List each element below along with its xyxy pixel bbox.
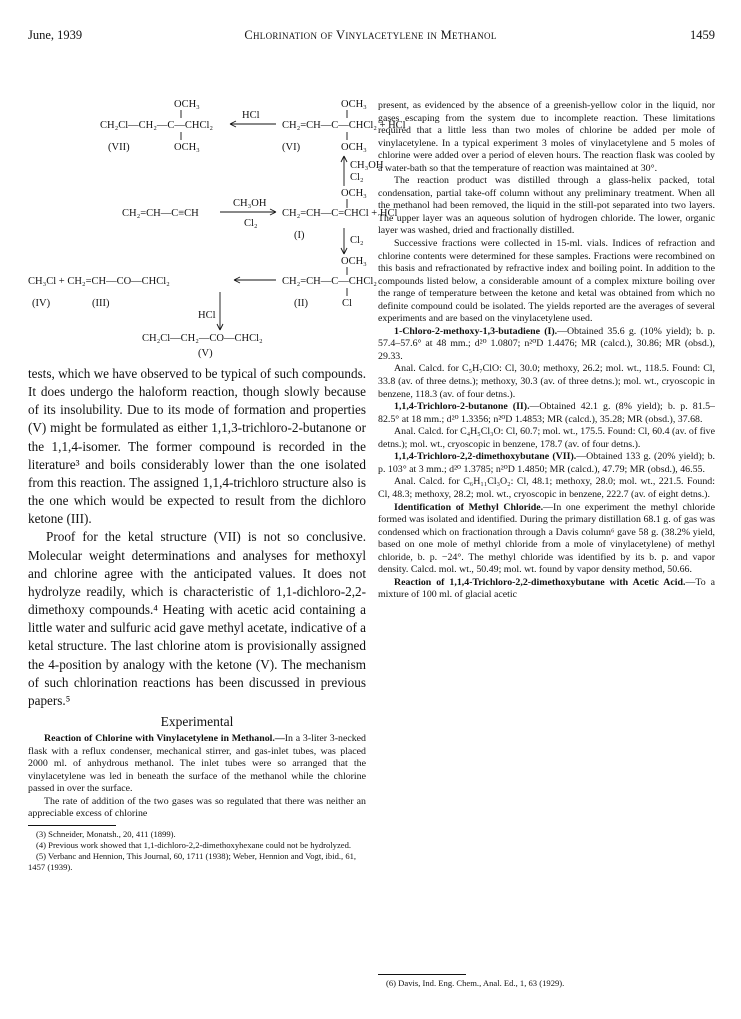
footnote-rule-right — [378, 974, 466, 975]
compound-3-entry — [378, 451, 715, 476]
experimental-run-head: Reaction of Chlorine with Vinylacetylene in Methanol.— — [44, 732, 285, 744]
compound-1-analysis: Anal. Calcd. for C₅H₇ClO: Cl, 30.0; methoxy, 26.2; mol. wt., 118.5. Found: Cl, 33.8 (av. of three detns.); methoxy, 30.3 (av. of three detns.); mol. wt., cryoscopic in benzene, 118.3 (av. of four detns.). — [378, 363, 715, 400]
acetic-acid-body: —To a mixture of 100 ml. of glacial acetic — [378, 576, 715, 601]
compound-vii: CH₂Cl—CH₂—C—CHCl₂ — [100, 120, 214, 131]
running-header-date: June, 1939 — [28, 28, 83, 42]
right-para-3: Successive fractions were collected in 15-ml. vials. Indices of refraction and chlorine contents were determined for these samples. Fractions were recombined on this basis and refractionated by refractive index and boiling point. In addition to the compounds listed below, a considerable amount of a complex mixture boiling over the range of temperature between the ketone and ketal was obtained from which no definite compound could be isolated. The yields reported are the averages of several experiments and are based on the vinylacetylene used. — [378, 238, 715, 325]
iv-label: (IV) — [32, 298, 51, 309]
running-header-title: Chlorination of Vinylacetylene in Methanol — [244, 28, 497, 42]
experimental-heading: Experimental — [160, 713, 234, 729]
vii-label: (VII) — [108, 142, 130, 153]
right-para-1: present, as evidenced by the absence of a greenish-yellow color in the liquid, nor gases escaping from the system due to incomplete reaction. These limitations required that a little less than two moles of chlorine be added per mole of vinylacetylene. In a typical experiment 3 moles of vinylacetylene and 5 moles of chlorine were added over a period of eleven hours. The reaction flask was cooled by a water-bath so that the temperature of reaction was maintained at 30°. — [378, 100, 715, 174]
down-arrow-reagent: Cl₂ — [350, 235, 364, 246]
products-iv-iii: CH₃Cl + CH₂=CH—CO—CHCl₂ — [28, 276, 170, 287]
experimental-para-1 — [28, 733, 366, 796]
compound-2-body: —Obtained 42.1 g. (8% yield); b. p. 81.5–82.5° at 18 mm.; d²⁰ 1.3356; n²⁰D 1.4853; MR (calcd.), 35.28; MR (obsd.), 37.68. — [378, 401, 715, 425]
row2-reagent-bottom: Cl₂ — [244, 218, 258, 229]
compound-3-head: 1,1,4-Trichloro-2,2-dimethoxybutane (VII). — [394, 451, 577, 463]
compound-2-entry — [378, 401, 715, 426]
compound-i: CH₂=CH—C=CHCl + HCl — [282, 208, 398, 219]
vii-bottom-substituent: OCH₃ — [174, 142, 200, 153]
compound-1-head: 1-Chloro-2-methoxy-1,3-butadiene (I). — [394, 325, 558, 337]
vinylacetylene: CH₂=CH—C≡CH — [122, 208, 199, 219]
compound-v: CH₂Cl—CH₂—CO—CHCl₂ — [142, 333, 263, 344]
compound-3-analysis: Anal. Calcd. for C₆H₁₁Cl₃O₂: Cl, 48.1; methoxy, 28.0; mol. wt., 221.5. Found: Cl, 48.3; methoxy, 28.2; mol. wt., cryoscopic in benzene, 222.7 (av. of eight detns.). — [378, 476, 715, 500]
up-arrow-reagent-1: CH₃OH — [350, 160, 384, 171]
identification-entry — [378, 502, 715, 577]
up-arrow-reagent-2: Cl₂ — [350, 172, 364, 183]
vi-label: (VI) — [282, 142, 301, 153]
right-para-2: The reaction product was distilled through a glass-helix packed, total condensation, partial take-off column without any preliminary treatment. When all the methanol had been removed, the liquid in the still-pot separated into two layers. The upper layer was an aqueous solution of hydrogen chloride. The lower, organic layer was washed, dried and fractionally distilled. — [378, 175, 715, 237]
hcl-down-reagent: HCl — [198, 310, 216, 321]
footnote-3: (3) Schneider, Monatsh., 20, 411 (1899). — [36, 828, 176, 839]
vii-top-substituent: OCH₃ — [174, 99, 200, 110]
footnote-6: (6) Davis, Ind. Eng. Chem., Anal. Ed., 1, 63 (1929). — [386, 978, 565, 988]
i-label: (I) — [294, 230, 305, 241]
compound-vi: CH₂=CH—C—CHCl₂ + HCl — [282, 120, 406, 131]
acetic-acid-head: Reaction of 1,1,4-Trichloro-2,2-dimethoxybutane with Acetic Acid. — [394, 576, 686, 588]
left-para-2: Proof for the ketal structure (VII) is not so conclusive. Molecular weight determinations and analyses for methoxyl and chlorine agree with the anticipated values. It does not hydrolyze readily, which is characteristic of 1,1-dichloro-2,2-dimethoxy compounds.⁴ Heating with acetic acid containing a little water and sulfuric acid gave methyl acetate, indicative of a ketal structure. The last chlorine atom is provisionally assigned the 4-position by analogy with the ketone (V). The mechanism of such chlorination reactions has been discussed in previous papers.⁵ — [28, 529, 366, 708]
left-para-1: tests, which we have observed to be typical of such compounds. It does undergo the haloform reaction, though slowly because of its insolubility. Due to its mode of formation and properties (V) might be formulated as either 1,1,3-trichloro-2-butanone or the 1,1,4-isomer. The former compound is recorded in the literature³ and boils considerably lower than the one isolated from this reaction. The assigned 1,1,4-trichloro structure also is the one which would be expected to result from the dichloro ketone (III). — [28, 366, 366, 527]
right-column — [378, 100, 715, 602]
page-number: 1459 — [690, 28, 715, 42]
vi-top-substituent: OCH₃ — [341, 99, 367, 110]
compound-2-head: 1,1,4-Trichloro-2-butanone (II). — [394, 401, 530, 413]
vi-bottom-substituent: OCH₃ — [341, 142, 367, 153]
experimental-para-2: The rate of addition of the two gases was so regulated that there was neither an appreciable excess of chlorine — [28, 795, 366, 820]
hcl-reagent-row1: HCl — [242, 110, 260, 121]
ii-top-substituent: OCH₃ — [341, 256, 367, 267]
footnote-rule-left — [28, 825, 116, 826]
compound-ii: CH₂=CH—C—CHCl₂ — [282, 276, 377, 287]
identification-body: —In one experiment the methyl chloride formed was isolated and identified. During the primary distillation 68.1 g. of gas was condensed which on fractionation through a Davis column⁶ gave 58 g. (38.2% yield, based on one mole of methyl chloride from a mole of vinylacetylene) of methyl chloride, b. p. −24°. The methyl chloride was identified by its b. p. and vapor density. Calcd. mol. wt., 50.49; mol. wt. found by vapor density method, 50.66. — [378, 501, 715, 576]
v-label: (V) — [198, 348, 213, 359]
right-footnotes — [378, 974, 715, 989]
i-top-substituent: OCH₃ — [341, 188, 367, 199]
row2-reagent-top: CH₃OH — [233, 198, 267, 209]
identification-head: Identification of Methyl Chloride. — [394, 501, 544, 513]
footnote-5: (5) Verbanc and Hennion, This Journal, 60, 1711 (1938); Weber, Hennion and Vogt, ibid., 61, 1457 (1939). — [28, 850, 357, 872]
footnote-4: (4) Previous work showed that 1,1-dichloro-2,2-dimethoxyhexane could not be hydrolyzed. — [36, 839, 352, 850]
ii-label: (II) — [294, 298, 308, 309]
acetic-acid-entry — [378, 577, 715, 602]
experimental-body: In a 3-liter 3-necked flask with a reflux condenser, mechanical stirrer, and gas-inlet tubes, was placed 2000 ml. of anhydrous methanol. The inlet tubes were so arranged that the vinylacetylene was led in beneath the surface of the methanol while the chlorine passed in over the surface. — [28, 732, 366, 795]
compound-3-body: —Obtained 133 g. (20% yield); b. p. 103° at 3 mm.; d²⁰ 1.3785; n²⁰D 1.4850; MR (calcd.), 47.79; MR (obsd.), 46.55. — [378, 451, 715, 475]
left-column — [28, 365, 366, 873]
compound-1-entry — [378, 326, 715, 364]
compound-1-body: —Obtained 35.6 g. (10% yield); b. p. 57.4–57.6° at 48 mm.; d²⁰ 1.0807; n²⁰D 1.4476; MR (calcd.), 30.86; MR (obsd.), 29.33. — [378, 325, 715, 362]
compound-2-analysis: Anal. Calcd. for C₄H₅Cl₃O: Cl, 60.7; mol. wt., 175.5. Found: Cl, 60.4 (av. of five detns.); mol. wt., cryoscopic in benzene, 178.7 (av. of four detns.). — [378, 426, 715, 450]
iii-label: (III) — [92, 298, 110, 309]
ii-bottom-substituent: Cl — [342, 298, 352, 309]
